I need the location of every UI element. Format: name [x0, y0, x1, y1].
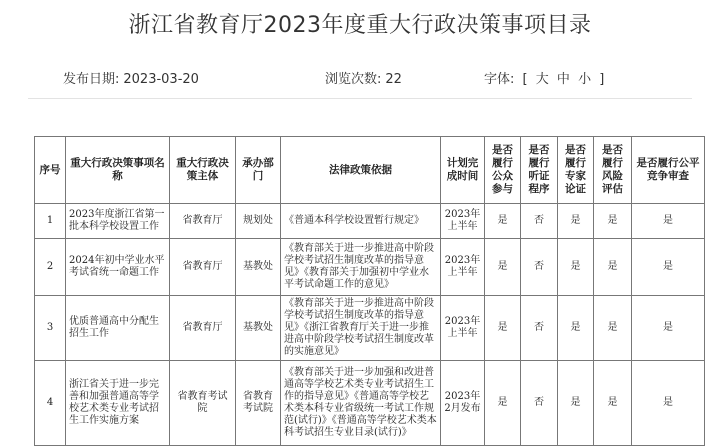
table-cell: 是 — [558, 239, 594, 296]
table-cell: 《教育部关于进一步推进高中阶段学校考试招生制度改革的指导意见》《浙江省教育厅关于进一步推进高中阶段学校考试招生制度改革的实施意见》 — [281, 296, 441, 361]
font-size-large-link[interactable]: 大 — [535, 72, 549, 87]
header-cell: 序号 — [35, 137, 66, 204]
table-cell: 是 — [632, 296, 705, 361]
table-cell: 2023年上半年 — [441, 296, 485, 361]
header-cell: 法律政策依据 — [281, 137, 441, 204]
table-cell: 是 — [485, 296, 521, 361]
table-cell: 省教育考试院 — [236, 361, 281, 446]
table-cell: 2023年上半年 — [441, 204, 485, 239]
view-count-value: 22 — [385, 72, 402, 87]
table-cell: 2023年2月发布 — [441, 361, 485, 446]
table-cell: 4 — [35, 361, 66, 446]
table-row — [35, 239, 705, 296]
table-cell: 2024年初中学业水平考试省统一命题工作 — [66, 239, 170, 296]
publish-date-label: 发布日期: — [63, 72, 120, 87]
table-cell: 否 — [521, 239, 558, 296]
table-cell: 规划处 — [236, 204, 281, 239]
table-cell: 省教育考试院 — [170, 361, 236, 446]
view-count — [325, 68, 402, 87]
table-cell: 2023年度浙江省第一批本科学校设置工作 — [66, 204, 170, 239]
table-cell: 是 — [485, 239, 521, 296]
table-cell: 是 — [558, 296, 594, 361]
table-cell: 是 — [558, 204, 594, 239]
table-cell: 省教育厅 — [170, 239, 236, 296]
table-cell: 是 — [485, 204, 521, 239]
header-cell: 计划完成时间 — [441, 137, 485, 204]
table-cell: 《教育部关于进一步加强和改进普通高等学校艺术类专业考试招生工作的指导意见》《普通高等学校艺术类本科专业省级统一考试工作规范(试行)》《普通高等学校艺术类本科考试招生专业目录(试行)》 — [281, 361, 441, 446]
table-cell: 浙江省关于进一步完善和加强普通高等学校艺术类专业考试招生工作实施方案 — [66, 361, 170, 446]
decision-table — [34, 136, 705, 446]
header-cell: 是否履行听证程序 — [521, 137, 558, 204]
font-size-bracket-close: ] — [599, 72, 605, 87]
table-cell: 3 — [35, 296, 66, 361]
header-divider — [28, 98, 692, 99]
table-cell: 是 — [485, 361, 521, 446]
table-row — [35, 296, 705, 361]
table-cell: 否 — [521, 204, 558, 239]
font-size-label: 字体: — [484, 72, 515, 87]
table-cell: 是 — [594, 296, 632, 361]
font-size-bracket-open: [ — [522, 72, 528, 87]
table-cell: 否 — [521, 296, 558, 361]
table-cell: 基教处 — [236, 296, 281, 361]
table-cell: 优质普通高中分配生招生工作 — [66, 296, 170, 361]
header-cell: 重大行政决策事项名称 — [66, 137, 170, 204]
table-cell: 是 — [558, 361, 594, 446]
header-cell: 承办部门 — [236, 137, 281, 204]
header-cell: 是否履行公平竞争审查 — [632, 137, 705, 204]
font-size-medium-link[interactable]: 中 — [556, 72, 570, 87]
font-size-small-link[interactable]: 小 — [578, 72, 592, 87]
table-cell: 省教育厅 — [170, 296, 236, 361]
table-cell: 基教处 — [236, 239, 281, 296]
publish-date-value: 2023-03-20 — [123, 72, 199, 87]
publish-date — [63, 68, 199, 87]
header-cell: 重大行政决策主体 — [170, 137, 236, 204]
table-cell: 是 — [632, 361, 705, 446]
table-cell: 1 — [35, 204, 66, 239]
table-cell: 《普通本科学校设置暂行规定》 — [281, 204, 441, 239]
table-cell: 省教育厅 — [170, 204, 236, 239]
table-row — [35, 204, 705, 239]
table-cell: 是 — [632, 204, 705, 239]
header-cell: 是否履行风险评估 — [594, 137, 632, 204]
table-cell: 否 — [521, 361, 558, 446]
page-title: 浙江省教育厅2023年度重大行政决策事项目录 — [128, 13, 592, 38]
font-size-control — [484, 68, 604, 87]
table-cell: 是 — [632, 239, 705, 296]
table-cell: 2023年上半年 — [441, 239, 485, 296]
table-cell: 《教育部关于进一步推进高中阶段学校考试招生制度改革的指导意见》《教育部关于加强初中学业水平考试命题工作的意见》 — [281, 239, 441, 296]
table-row — [35, 361, 705, 446]
table-header-row — [35, 137, 705, 204]
table-cell: 2 — [35, 239, 66, 296]
header-cell: 是否履行专家论证 — [558, 137, 594, 204]
table-cell: 是 — [594, 204, 632, 239]
table-cell: 是 — [594, 239, 632, 296]
table-cell: 是 — [594, 361, 632, 446]
view-count-label: 浏览次数: — [325, 72, 382, 87]
header-cell: 是否履行公众参与 — [485, 137, 521, 204]
